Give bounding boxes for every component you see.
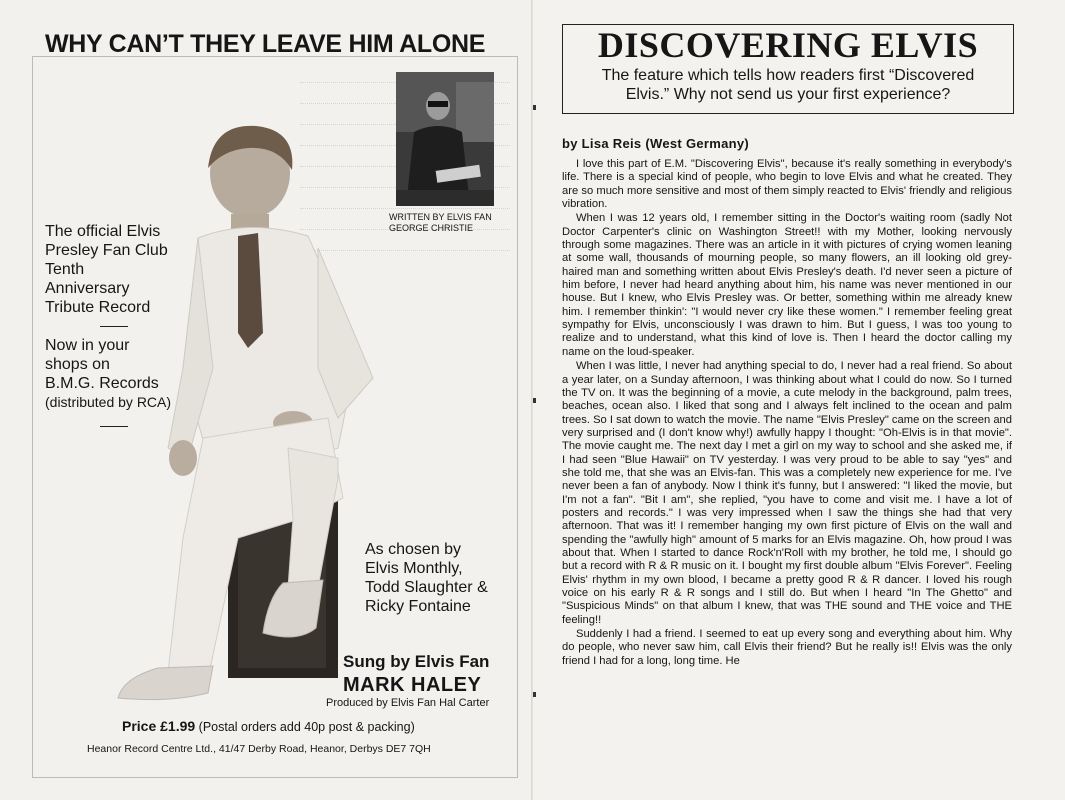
info-line: shops on <box>45 356 110 373</box>
order-address: Heanor Record Centre Ltd., 41/47 Derby Road, Heanor, Derbys DE7 7QH <box>87 743 431 755</box>
credit-line: WRITTEN BY ELVIS FAN <box>389 212 492 222</box>
binding-mark <box>533 398 536 403</box>
binding-mark <box>533 692 536 697</box>
photo-credit <box>389 212 492 234</box>
chosen-by-block <box>365 540 488 616</box>
article-body <box>562 158 1012 669</box>
artist-name: MARK HALEY <box>343 674 482 696</box>
article-paragraph: When I was 12 years old, I remember sitting in the Doctor's waiting room (sadly Not Doctor Carpenter's clinic on Washington Street!! with my Mother, looking nervously through some magazines. There was an article in it with pictures of crying women leaning at some wall, thousands of mourning people, so many flowers, an ill looking old grey-haired man and something written about Elvis Presley's death. I'd never seen a picture of him before, I never had heard anything about him, his name was never mentioned in our house. But I knew, who Elvis Presley was. Or better, something within me already knew him. I remember thinkin': "I would never cry like these women." I remember feeling great sympathy for Elvis, unconsciously I was drawn to him. But I guess, I was too young to realize and to understand, what this kind of love is. Then I heard the doctor calling my name on the loud-speaker. <box>562 212 1012 358</box>
producer-credit: Produced by Elvis Fan Hal Carter <box>326 697 490 709</box>
chosen-line: Ricky Fontaine <box>365 598 471 615</box>
info-line: Presley Fan Club <box>45 242 168 259</box>
info-line: Tribute Record <box>45 299 151 316</box>
article-paragraph: I love this part of E.M. "Discovering Elvis", because it's really something in everybody's life. There is a special kind of people, who begin to love Elvis and what he created. They are so much more sensitive and most of them simply reacted to Elvis' friendly and religious vibration. <box>562 158 1012 211</box>
record-info <box>45 222 195 436</box>
info-line: Now in your <box>45 337 130 354</box>
divider <box>100 326 128 327</box>
info-line: B.M.G. Records <box>45 375 159 392</box>
feature-subtitle <box>563 66 1013 104</box>
info-line: Tenth <box>45 261 85 278</box>
info-line: Anniversary <box>45 280 130 297</box>
binding-mark <box>533 105 536 110</box>
feature-title: DISCOVERING ELVIS <box>597 25 979 65</box>
divider <box>100 426 128 427</box>
credit-line: GEORGE CHRISTIE <box>389 223 474 233</box>
subtitle-line: The feature which tells how readers first “Discovered <box>601 67 975 84</box>
article-paragraph: Suddenly I had a friend. I seemed to eat up every song and everything about him. Why do people, who never saw him, call Elvis their friend? But he really is!! Elvis was the only friend I had for a long, long time. He <box>562 628 1012 667</box>
price-note: (Postal orders add 40p post & packing) <box>198 720 415 734</box>
price-line <box>122 718 415 734</box>
chosen-line: As chosen by <box>365 541 462 558</box>
feature-masthead <box>562 24 1014 114</box>
price: Price £1.99 <box>122 718 196 734</box>
article-byline: by Lisa Reis (West Germany) <box>562 136 750 151</box>
article-paragraph: When I was little, I never had anything special to do, I never had a real friend. So about a year later, on a Sunday afternoon, I was thinking about what I could do now. So I turned the TV on. It was the beginning of a movie, a cute melody in the background, palm trees, beaches, ocean also. I liked that song and I always felt inclined to the ocean and palm trees. So I sat down to watch the movie. The name "Elvis Presley" came on the screen and very surprised and (I don't know why!) awfully happy I thought: "Oh-Elvis is in that movie". The movie caught me. The next day I met a girl on my way to school and she asked me, if I had seen "Blue Hawaii" on TV yesterday. I was very proud to be able to say "yes" and she told me, that she was an Elvis-fan. This was a completely new experience for me. I've never been a fan of anybody. Now I think it's funny, but I answered: "I liked the movie, but I'm not a fan". "Bit I am", she replied, "you have to come and visit me. I have a lot of posters and records." I was very impressed when I saw the things she had that very afternoon. That was it! I remember hanging my own first picture of Elvis on the wall and spending the "awfully high" amount of 5 marks for an Elvis magazine. Oh, how proud I was about that. When I started to dance Rock'n'Roll with my brother, he told me, I should go but a record with R & R music on it. I bought my first double album "Elvis Forever". Feeling Elvis' rhythm in my own blood, I became a pretty good R & R dancer. I loved his rough voice on his early R & R songs and I still do. But when I heard "In The Ghetto" and "Suspicious Minds" on that album I knew, that was THE sound and THE voice and THE feeling!! <box>562 360 1012 626</box>
subtitle-line: Elvis.” Why not send us your first experience? <box>625 86 951 103</box>
writer-photo <box>396 72 494 206</box>
chosen-line: Elvis Monthly, <box>365 560 463 577</box>
chosen-line: Todd Slaughter & <box>365 579 488 596</box>
advert-headline: WHY CAN’T THEY LEAVE HIM ALONE <box>45 30 486 58</box>
info-line: The official Elvis <box>45 223 161 240</box>
sung-by: Sung by Elvis Fan <box>343 652 490 671</box>
info-line: (distributed by RCA) <box>45 394 172 410</box>
